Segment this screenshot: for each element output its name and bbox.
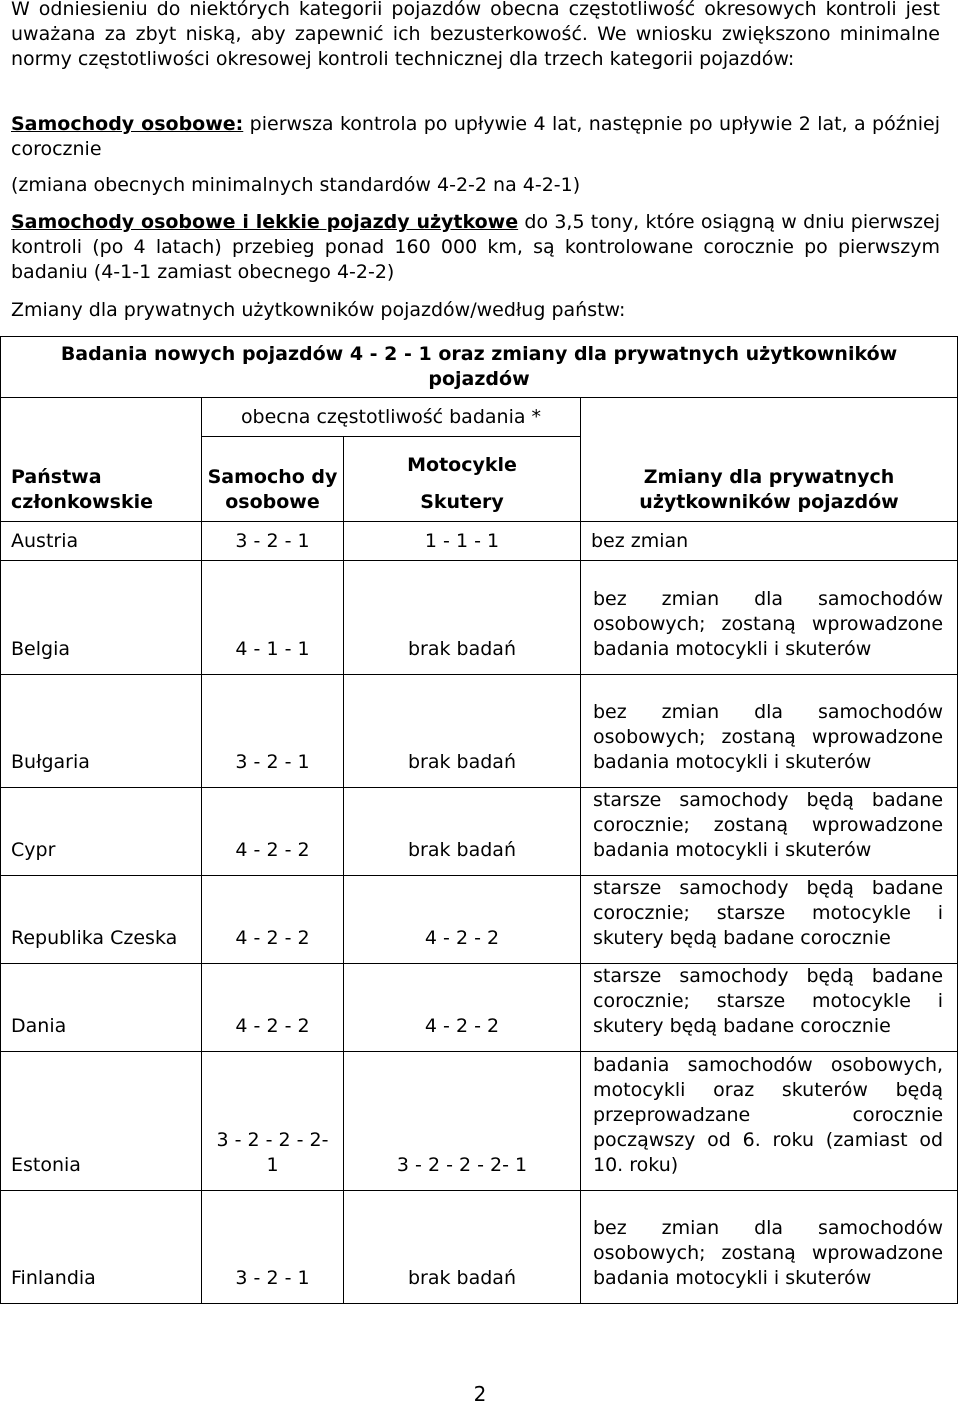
cars-cell: 3 - 2 - 2 - 2- 1 xyxy=(202,1052,344,1191)
country-cell: Republika Czeska xyxy=(1,876,202,964)
table-row xyxy=(1,876,958,964)
change-cell: bez zmian dla samochodów osobowych; zostaną wprowadzone badania motocykli i skuterów xyxy=(581,1191,958,1304)
cars-cell: 4 - 2 - 2 xyxy=(202,788,344,876)
header-cars: Samocho dy osobowe xyxy=(202,437,344,522)
country-cell: Dania xyxy=(1,964,202,1052)
cars-cell: 4 - 2 - 2 xyxy=(202,964,344,1052)
table-title: Badania nowych pojazdów 4 - 2 - 1 oraz zmiany dla prywatnych użytkowników pojazdów xyxy=(1,337,958,398)
country-cell: Cypr xyxy=(1,788,202,876)
change-cell: badania samochodów osobowych, motocykli oraz skuterów będą przeprowadzane corocznie począwszy od 6. roku (zamiast od 10. roku) xyxy=(581,1052,958,1191)
moto-cell: 1 - 1 - 1 xyxy=(344,522,581,561)
table-row xyxy=(1,561,958,675)
moto-cell: brak badań xyxy=(344,788,581,876)
item-passenger-cars-note: (zmiana obecnych minimalnych standardów 4-2-2 na 4-2-1) xyxy=(11,174,581,196)
cars-cell: 4 - 2 - 2 xyxy=(202,876,344,964)
change-cell: starsze samochody będą badane corocznie; zostaną wprowadzone badania motocykli i skuterów xyxy=(581,788,958,876)
cars-cell: 3 - 2 - 1 xyxy=(202,522,344,561)
table-row xyxy=(1,675,958,788)
current-frequency-label: obecna częstotliwość badania * xyxy=(202,398,581,437)
intro-paragraph: W odniesieniu do niektórych kategorii pojazdów obecna częstotliwość okresowych kontroli jest uważana za zbyt niską, aby zapewnić ich bezusterkowość. We wniosku zwiększono minimalne normy częstotliwości okresowej kontroli technicznej dla trzech kategorii pojazdów: xyxy=(11,0,940,70)
header-countries: Państwa członkowskie xyxy=(1,437,202,522)
change-cell: bez zmian xyxy=(581,522,958,561)
item-light-vehicles-text: do 3,5 tony, które osiągną w dniu pierwszej kontroli (po 4 latach) przebieg ponad 160 000 km, są kontrolowane corocznie po pierwszym badaniu (4-1-1 zamiast obecnego 4-2-2) xyxy=(11,211,940,283)
country-cell: Austria xyxy=(1,522,202,561)
cars-cell: 3 - 2 - 1 xyxy=(202,675,344,788)
change-cell: starsze samochody będą badane corocznie; starsze motocykle i skutery będą badane corocznie xyxy=(581,964,958,1052)
country-cell: Belgia xyxy=(1,561,202,675)
item-light-vehicles-title: Samochody osobowe i lekkie pojazdy użytkowe xyxy=(11,211,519,233)
cars-cell: 4 - 1 - 1 xyxy=(202,561,344,675)
table-row xyxy=(1,964,958,1052)
table-row xyxy=(1,1191,958,1304)
header-scooters-label: Skutery xyxy=(420,491,504,513)
blank-cell xyxy=(581,398,958,437)
moto-cell: brak badań xyxy=(344,561,581,675)
moto-cell: 4 - 2 - 2 xyxy=(344,876,581,964)
header-motorcycles-label: Motocykle xyxy=(407,454,517,476)
item-light-vehicles xyxy=(11,210,940,285)
moto-cell: brak badań xyxy=(344,675,581,788)
table-row xyxy=(1,788,958,876)
moto-cell: 4 - 2 - 2 xyxy=(344,964,581,1052)
table-row xyxy=(1,1052,958,1191)
change-cell: bez zmian dla samochodów osobowych; zostaną wprowadzone badania motocykli i skuterów xyxy=(581,675,958,788)
changes-heading: Zmiany dla prywatnych użytkowników pojazdów/według państw: xyxy=(11,299,626,321)
page-number: 2 xyxy=(473,1382,487,1406)
country-cell: Estonia xyxy=(1,1052,202,1191)
moto-cell: 3 - 2 - 2 - 2- 1 xyxy=(344,1052,581,1191)
country-cell: Bułgaria xyxy=(1,675,202,788)
inspection-table xyxy=(0,336,958,1304)
item-passenger-cars xyxy=(11,112,940,162)
header-motorcycles xyxy=(344,437,581,522)
cars-cell: 3 - 2 - 1 xyxy=(202,1191,344,1304)
item-passenger-cars-title: Samochody osobowe: xyxy=(11,113,244,135)
moto-cell: brak badań xyxy=(344,1191,581,1304)
blank-cell xyxy=(1,398,202,437)
change-cell: bez zmian dla samochodów osobowych; zostaną wprowadzone badania motocykli i skuterów xyxy=(581,561,958,675)
item-passenger-cars-text: pierwsza kontrola po upływie 4 lat, następnie po upływie 2 lat, a później corocznie xyxy=(11,113,940,160)
change-cell: starsze samochody będą badane corocznie; starsze motocykle i skutery będą badane corocznie xyxy=(581,876,958,964)
country-cell: Finlandia xyxy=(1,1191,202,1304)
header-changes: Zmiany dla prywatnych użytkowników pojazdów xyxy=(581,437,958,522)
table-row xyxy=(1,522,958,561)
